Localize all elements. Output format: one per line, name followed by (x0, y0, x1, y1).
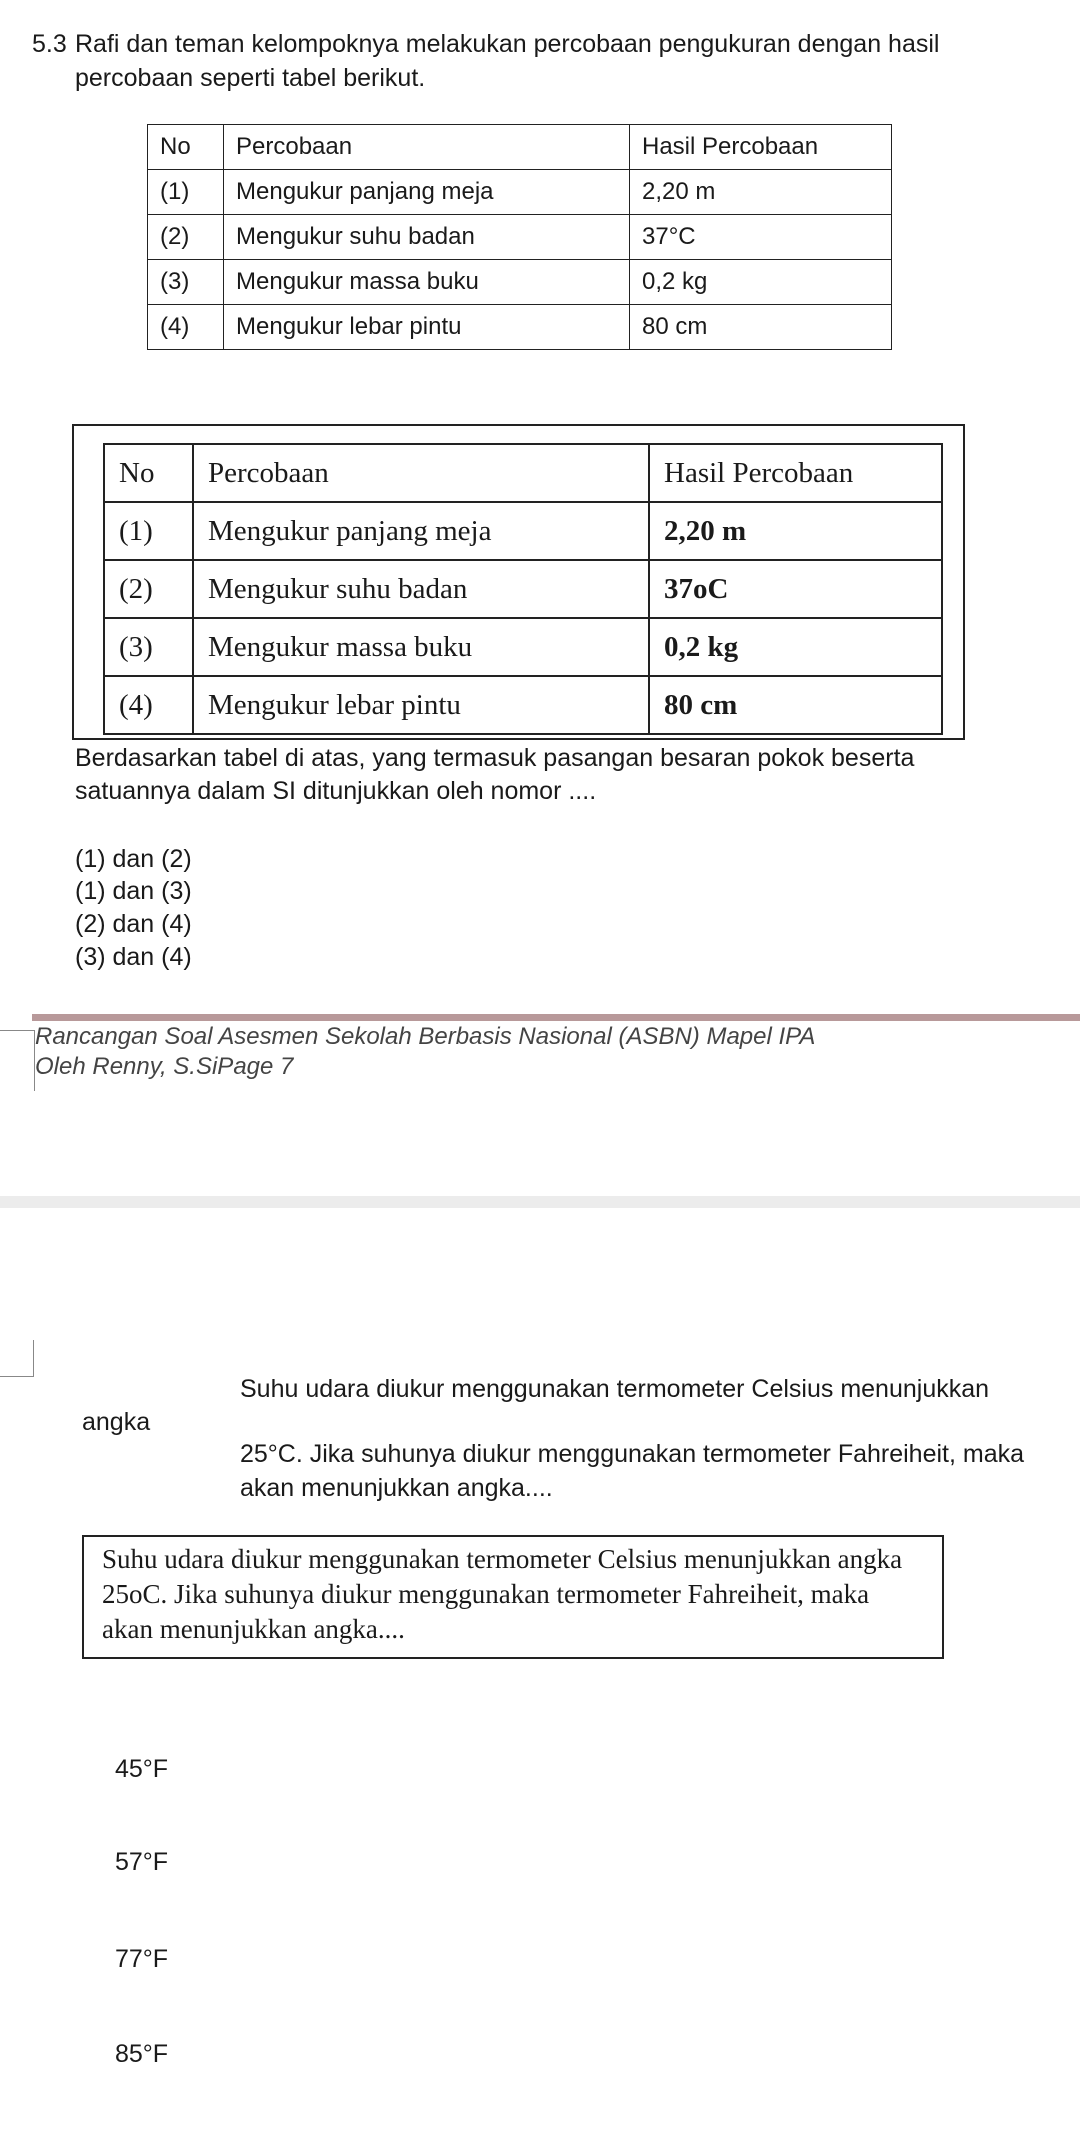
question2-line3: 25°C. Jika suhunya diukur menggunakan termometer Fahreiheit, maka (240, 1440, 1025, 1468)
embedded-measurement-table (103, 443, 943, 735)
cell-no: (4) (148, 305, 224, 350)
cell-percobaan: Mengukur lebar pintu (193, 676, 649, 734)
cell-percobaan: Mengukur lebar pintu (224, 305, 630, 350)
table-row (104, 676, 942, 734)
question2-image-line2: 25oC. Jika suhunya diukur menggunakan termometer Fahreiheit, maka (102, 1579, 870, 1609)
question-stem-line1: Rafi dan teman kelompoknya melakukan percobaan pengukuran dengan hasil (75, 30, 940, 58)
footer-author: Oleh Renny, S.SiPage 7 (35, 1053, 294, 1080)
question-stem-line2: percobaan seperti tabel berikut. (75, 64, 426, 92)
header-no: No (148, 125, 224, 170)
cell-hasil: 2,20 m (649, 502, 942, 560)
cell-no: (3) (148, 260, 224, 305)
cell-percobaan: Mengukur massa buku (224, 260, 630, 305)
header-hasil: Hasil Percobaan (630, 125, 892, 170)
table-row (148, 215, 892, 260)
footer-title: Rancangan Soal Asesmen Sekolah Berbasis Nasional (ASBN) Mapel IPA (35, 1023, 816, 1050)
option-b[interactable]: (1) dan (3) (75, 877, 192, 905)
table-header-row (148, 125, 892, 170)
cell-no: (1) (148, 170, 224, 215)
question2-line4: akan menunjukkan angka.... (240, 1474, 553, 1502)
option-a[interactable]: (1) dan (2) (75, 845, 192, 873)
table-row (148, 305, 892, 350)
option-d[interactable]: (3) dan (4) (75, 943, 192, 971)
page-divider (32, 1014, 1080, 1021)
cell-hasil: 80 cm (630, 305, 892, 350)
answer-option-a[interactable]: 45°F (115, 1755, 169, 1783)
question-number: 5.3 (32, 30, 67, 58)
cell-no: (3) (104, 618, 193, 676)
cell-percobaan: Mengukur panjang meja (224, 170, 630, 215)
answer-option-d[interactable]: 85°F (115, 2040, 169, 2068)
table-row (104, 560, 942, 618)
answer-option-c[interactable]: 77°F (115, 1945, 169, 1973)
cell-hasil: 0,2 kg (649, 618, 942, 676)
cell-no: (1) (104, 502, 193, 560)
page-corner-mark (0, 1030, 35, 1091)
answer-option-b[interactable]: 57°F (115, 1848, 169, 1876)
cell-percobaan: Mengukur panjang meja (193, 502, 649, 560)
header-hasil: Hasil Percobaan (649, 444, 942, 502)
question2-image-line1: Suhu udara diukur menggunakan termometer Celsius menunjukkan angka (102, 1544, 903, 1574)
page-break (0, 1196, 1080, 1208)
cell-percobaan: Mengukur massa buku (193, 618, 649, 676)
question2-line1: Suhu udara diukur menggunakan termometer Celsius menunjukkan (240, 1375, 990, 1403)
option-c[interactable]: (2) dan (4) (75, 910, 192, 938)
question2-image-line3: akan menunjukkan angka.... (102, 1614, 405, 1644)
table-row (148, 170, 892, 215)
cell-percobaan: Mengukur suhu badan (224, 215, 630, 260)
cell-hasil: 37oC (649, 560, 942, 618)
cell-hasil: 2,20 m (630, 170, 892, 215)
cell-no: (2) (148, 215, 224, 260)
table-row (104, 618, 942, 676)
question-prompt-line1: Berdasarkan tabel di atas, yang termasuk pasangan besaran pokok beserta (75, 744, 915, 772)
table-row (148, 260, 892, 305)
page-corner-mark (0, 1340, 34, 1377)
cell-hasil: 0,2 kg (630, 260, 892, 305)
cell-percobaan: Mengukur suhu badan (193, 560, 649, 618)
question-prompt-line2: satuannya dalam SI ditunjukkan oleh nomor .... (75, 777, 597, 805)
question2-image-text (102, 1542, 922, 1647)
cell-hasil: 37°C (630, 215, 892, 260)
cell-hasil: 80 cm (649, 676, 942, 734)
header-percobaan: Percobaan (193, 444, 649, 502)
question2-line2: angka (82, 1408, 151, 1436)
measurement-table (147, 124, 892, 350)
table-row (104, 502, 942, 560)
cell-no: (4) (104, 676, 193, 734)
header-no: No (104, 444, 193, 502)
cell-no: (2) (104, 560, 193, 618)
table-header-row (104, 444, 942, 502)
header-percobaan: Percobaan (224, 125, 630, 170)
